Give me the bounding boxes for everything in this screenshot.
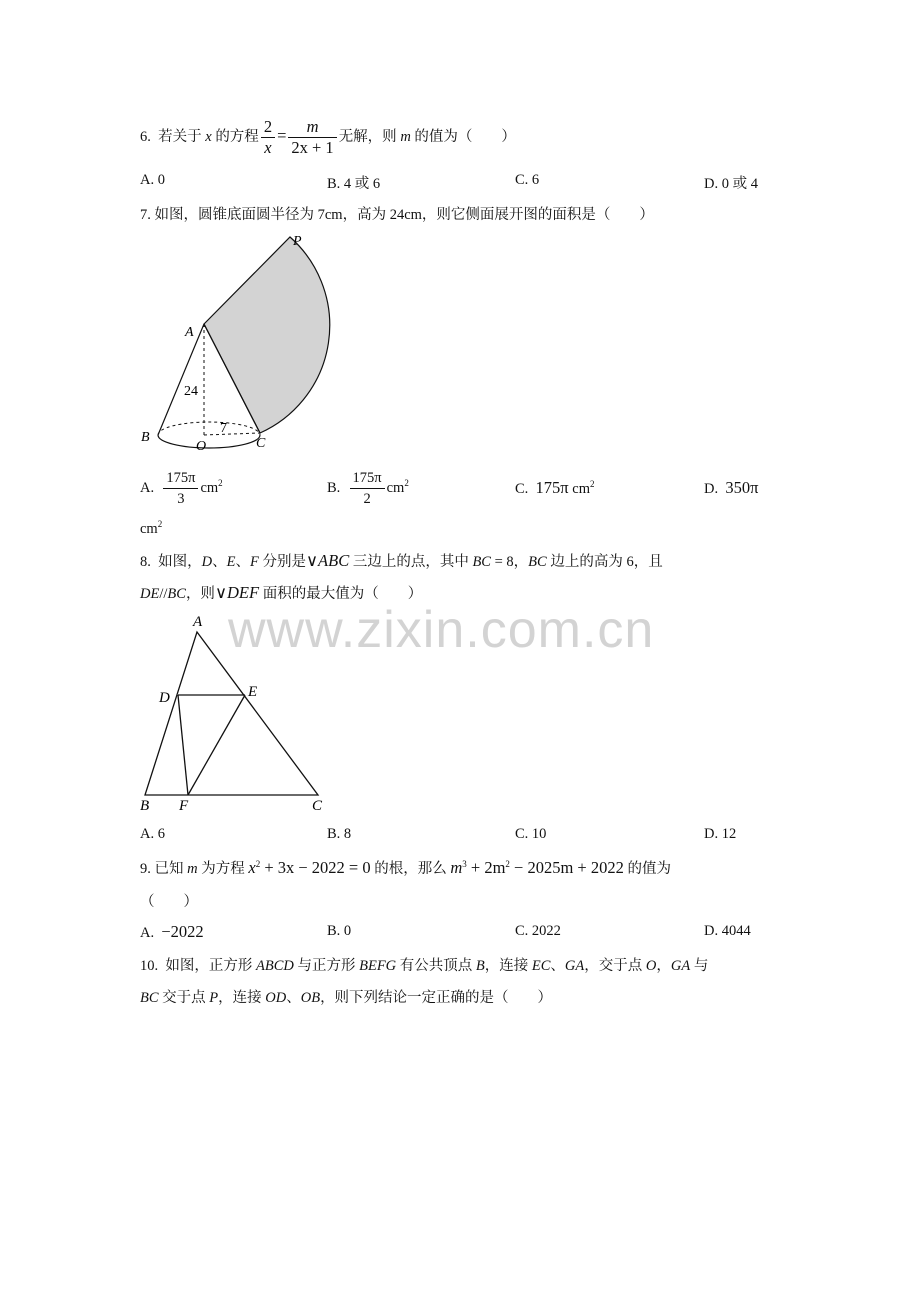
q7-opt-d-unit: cm: [140, 521, 158, 537]
segment-DF: [178, 695, 188, 795]
q7-option-c: [515, 463, 594, 514]
q7-opt-d-exp: 2: [157, 519, 163, 529]
q7-opt-c-label: C.: [515, 481, 529, 497]
q6-frac2-num: m: [306, 117, 319, 137]
q10-var-P: P: [209, 990, 219, 1006]
q7-opt-a-unit: cm: [200, 480, 219, 496]
question-7-stem: 7. 如图，圆锥底面圆半径为 7cm，高为 24cm，则它侧面展开图的面积是（ ）: [140, 207, 654, 223]
q8-text: ，则: [185, 586, 215, 602]
q7-option-a: [140, 463, 223, 513]
q6-fraction-right: [288, 117, 336, 158]
q7-opt-a-label: A.: [140, 480, 155, 496]
q9-opt-a-label: A.: [140, 925, 155, 941]
q9-option-c: C. 2022: [515, 923, 561, 939]
q10-sep: 、: [286, 990, 301, 1006]
q7-opt-b-fraction: [350, 468, 385, 509]
q8-text: 分别是: [262, 554, 306, 570]
q9-expr-exp3: 3: [462, 859, 467, 869]
q8-var-D: D: [201, 554, 213, 570]
q10-var-BC: BC: [140, 990, 159, 1006]
label-F: F: [179, 798, 189, 814]
q7-opt-a-fraction: [163, 468, 198, 509]
q8-sep: 、: [235, 554, 250, 570]
q9-option-a: [140, 922, 204, 942]
q9-paren: （ ）: [140, 894, 198, 910]
q10-var-O: O: [645, 958, 657, 974]
q10-number: 10.: [140, 958, 159, 974]
question-8-line-1: [140, 550, 663, 571]
q6-option-d: D. 0 或 4: [704, 176, 758, 192]
q6-text: 的值为（ ）: [414, 129, 516, 145]
q8-var-E: E: [226, 554, 236, 570]
q10-text: ，: [656, 958, 671, 974]
q8-option-c: C. 10: [515, 826, 547, 842]
q8-number: 8.: [140, 554, 151, 570]
q9-option-b: B. 0: [327, 923, 352, 939]
q7-opt-d-label: D.: [704, 481, 719, 497]
q6-option-a: A. 0: [140, 172, 165, 188]
q8-var-F: F: [249, 554, 259, 570]
q6-text: 若关于: [158, 129, 202, 145]
q7-opt-c-value: 175π: [535, 478, 569, 497]
label-E: E: [248, 684, 258, 700]
q9-eq-exp: 2: [255, 859, 261, 869]
q9-eq-x: x: [248, 858, 256, 877]
q7-opt-c-exp: 2: [589, 479, 595, 489]
q8-var-BC-2: BC: [528, 554, 547, 570]
q9-text: 的值为: [627, 861, 671, 877]
q9-text: 9. 已知: [140, 861, 184, 877]
q10-var-GA-2: GA: [670, 958, 691, 974]
q10-text: 如图，正方形: [165, 958, 253, 974]
q7-opt-d-value: 350π: [725, 478, 759, 497]
q9-opt-a-value: −2022: [161, 922, 204, 941]
cone-radius-line: [204, 433, 260, 435]
q7-option-d: [704, 463, 758, 514]
q8-var-BC: BC: [472, 554, 491, 570]
q7-option-d-unit: [140, 521, 162, 538]
q8-triangle-symbol: ∨: [305, 551, 319, 570]
q10-text: 交于点: [162, 990, 206, 1006]
q10-var-BEFG: BEFG: [359, 958, 397, 974]
q8-text: 面积的最大值为（ ）: [262, 586, 423, 602]
label-D: D: [159, 690, 170, 706]
q10-var-OD: OD: [265, 990, 287, 1006]
q8-text: 边上的高为 6，且: [550, 554, 663, 570]
label-B: B: [141, 430, 150, 445]
q7-opt-a-exp: 2: [218, 478, 223, 488]
watermark: www.zixin.com.cn: [228, 601, 655, 659]
q6-option-c: C. 6: [515, 172, 540, 188]
q9-text: 为方程: [201, 861, 245, 877]
q8-var-DE: DE: [140, 586, 160, 602]
q9-eq-rest: + 3x − 2022 = 0: [260, 858, 371, 877]
q7-opt-b-unit: cm: [386, 480, 405, 496]
q9-expr-m: m: [450, 858, 463, 877]
triangle-figure: [135, 610, 335, 816]
q7-option-b: [327, 463, 409, 513]
sector-shape: [204, 237, 330, 433]
q10-sep: 、: [550, 958, 565, 974]
q7-opt-b-exp: 2: [404, 478, 409, 488]
q8-triangle-symbol-2: ∨: [214, 583, 228, 602]
label-B: B: [140, 798, 150, 814]
q9-var-m: m: [187, 861, 198, 877]
q6-frac2-den: 2x + 1: [288, 137, 336, 158]
q7-opt-b-den: 2: [350, 488, 385, 509]
q9-expr-p1: + 2m: [466, 858, 506, 877]
segment-EF: [188, 695, 245, 795]
q9-option-d: D. 4044: [704, 923, 751, 939]
q7-opt-b-num: 175π: [352, 470, 382, 487]
q9-expr-exp2: 2: [505, 859, 510, 869]
question-10-line-2: [140, 986, 552, 1007]
q6-frac1-den: x: [261, 137, 275, 158]
q10-text: 与正方形: [297, 958, 356, 974]
q6-fraction-left: [261, 117, 275, 158]
label-A: A: [185, 325, 194, 340]
q9-expr-p2: − 2025m + 2022: [509, 858, 624, 877]
label-radius-7: 7: [220, 421, 227, 436]
q10-text: ，连接: [484, 958, 529, 974]
question-10-line-1: [140, 954, 708, 975]
q9-text: 的根，那么: [374, 861, 447, 877]
q7-opt-b-label: B.: [327, 480, 341, 496]
q8-var-ABC: ABC: [318, 551, 350, 570]
label-C: C: [312, 798, 323, 814]
q6-text: 的方程: [215, 129, 259, 145]
label-P: P: [293, 234, 302, 249]
question-9-line-1: [140, 857, 671, 878]
question-8-line-2: [140, 582, 422, 603]
q10-var-EC: EC: [531, 958, 551, 974]
q10-text: ，交于点: [584, 958, 643, 974]
q6-equals: =: [277, 126, 287, 145]
cone-figure: [130, 228, 340, 460]
cone-left-edge: [158, 324, 204, 435]
triangle-ABC: [145, 632, 318, 795]
q10-text: ，连接: [218, 990, 262, 1006]
q9-expression: [450, 858, 624, 877]
label-A: A: [193, 614, 203, 630]
q8-comma: ，: [513, 554, 529, 570]
q10-text: ，则下列结论一定正确的是（ ）: [320, 990, 553, 1006]
base-front-arc: [158, 435, 260, 448]
q6-var-x: x: [205, 129, 212, 145]
q7-opt-a-den: 3: [163, 488, 198, 509]
q8-option-d: D. 12: [704, 826, 737, 842]
q8-option-b: B. 8: [327, 826, 352, 842]
q10-text: 与: [693, 958, 709, 974]
label-C: C: [256, 436, 266, 451]
q7-opt-a-num: 175π: [166, 470, 196, 487]
q6-var-m: m: [400, 129, 411, 145]
q6-frac1-num: 2: [263, 117, 273, 137]
q8-text: 如图，: [158, 554, 202, 570]
base-back-arc: [158, 422, 260, 435]
q8-eq: = 8: [494, 554, 514, 570]
q10-var-OB: OB: [300, 990, 321, 1006]
label-O: O: [196, 439, 207, 454]
question-6-stem: [140, 114, 516, 159]
q8-var-BC-3: BC: [167, 586, 186, 602]
q7-opt-c-unit: cm: [572, 481, 590, 497]
q8-var-DEF: DEF: [227, 583, 260, 602]
q8-option-a: A. 6: [140, 826, 165, 842]
q8-text: 三边上的点，其中: [352, 554, 469, 570]
q10-var-GA: GA: [564, 958, 585, 974]
q8-sep: 、: [212, 554, 227, 570]
q6-number: 6.: [140, 129, 151, 145]
q6-option-b: B. 4 或 6: [327, 176, 381, 192]
q10-var-ABCD: ABCD: [256, 958, 294, 974]
q8-parallel: //: [159, 586, 168, 602]
q10-var-B: B: [475, 958, 485, 974]
q10-text: 有公共顶点: [399, 958, 473, 974]
label-height-24: 24: [184, 384, 198, 399]
q6-text: 无解，则: [338, 129, 397, 145]
q9-equation: [248, 858, 370, 877]
